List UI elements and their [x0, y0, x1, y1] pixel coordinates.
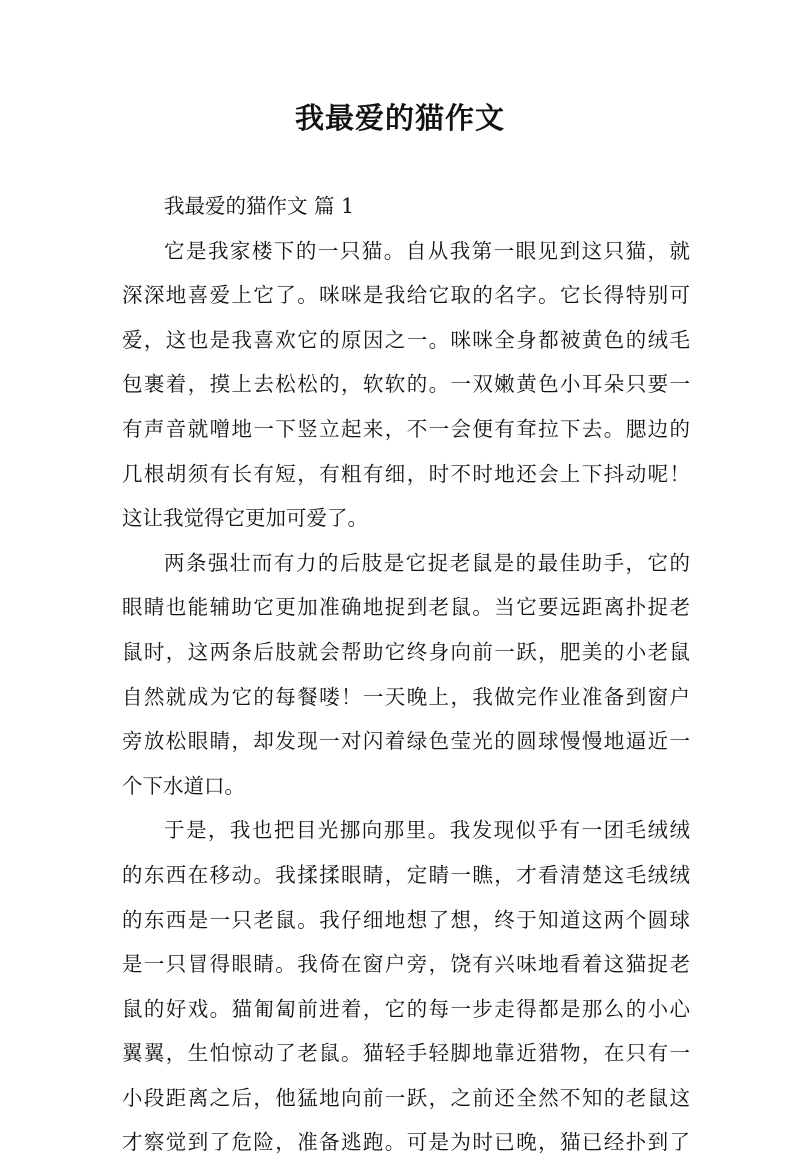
document-title: 我最爱的猫作文 — [294, 101, 505, 135]
paragraph-1-line-7: 这让我觉得它更加可爱了。 — [122, 506, 368, 531]
paragraph-1-line-6: 几根胡须有长有短，有粗有细，时不时地还会上下抖动呢！ — [122, 461, 690, 486]
paragraph-2-line-1: 两条强壮而有力的后肢是它捉老鼠是的最佳助手，它的 — [164, 550, 690, 575]
paragraph-1-line-5: 有声音就噌地一下竖立起来，不一会便有耷拉下去。腮边的 — [122, 416, 690, 441]
paragraph-1-line-4: 包裹着，摸上去松松的，软软的。一双嫩黄色小耳朵只要一 — [122, 372, 690, 397]
paragraph-3-line-5: 鼠的好戏。猫匍匐前进着，它的每一步走得都是那么的小心 — [122, 996, 690, 1021]
paragraph-3-line-2: 的东西在移动。我揉揉眼睛，定睛一瞧，才看清楚这毛绒绒 — [122, 862, 690, 887]
paragraph-1-line-2: 深深地喜爱上它了。咪咪是我给它取的名字。它长得特别可 — [122, 283, 690, 308]
paragraph-3-line-1: 于是，我也把目光挪向那里。我发现似乎有一团毛绒绒 — [164, 818, 690, 843]
paragraph-1-line-3: 爱，这也是我喜欢它的原因之一。咪咪全身都被黄色的绒毛 — [122, 327, 690, 352]
paragraph-2-line-3: 鼠时，这两条后肢就会帮助它终身向前一跃，肥美的小老鼠 — [122, 639, 690, 664]
paragraph-1-line-1: 它是我家楼下的一只猫。自从我第一眼见到这只猫，就 — [164, 238, 690, 263]
paragraph-2-line-6: 个下水道口。 — [122, 773, 245, 798]
paragraph-2-line-2: 眼睛也能辅助它更加准确地捉到老鼠。当它要远距离扑捉老 — [122, 595, 690, 620]
paragraph-3-line-6: 翼翼，生怕惊动了老鼠。猫轻手轻脚地靠近猎物，在只有一 — [122, 1041, 690, 1066]
paragraph-3-line-4: 是一只冒得眼睛。我倚在窗户旁，饶有兴味地看着这猫捉老 — [122, 952, 690, 977]
paragraph-3-line-3: 的东西是一只老鼠。我仔细地想了想，终于知道这两个圆球 — [122, 907, 690, 932]
document-body — [122, 184, 690, 1165]
paragraph-3-line-8: 才察觉到了危险，准备逃跑。可是为时已晚，猫已经扑到了 — [122, 1130, 690, 1155]
paragraph-2-line-5: 旁放松眼睛，却发现一对闪着绿色莹光的圆球慢慢地逼近一 — [122, 729, 690, 754]
paragraph-2-line-4: 自然就成为它的每餐喽！一天晚上，我做完作业准备到窗户 — [122, 684, 690, 709]
section-heading: 我最爱的猫作文 篇 1 — [164, 194, 355, 218]
paragraph-3-line-7: 小段距离之后，他猛地向前一跃，之前还全然不知的老鼠这 — [122, 1085, 690, 1110]
